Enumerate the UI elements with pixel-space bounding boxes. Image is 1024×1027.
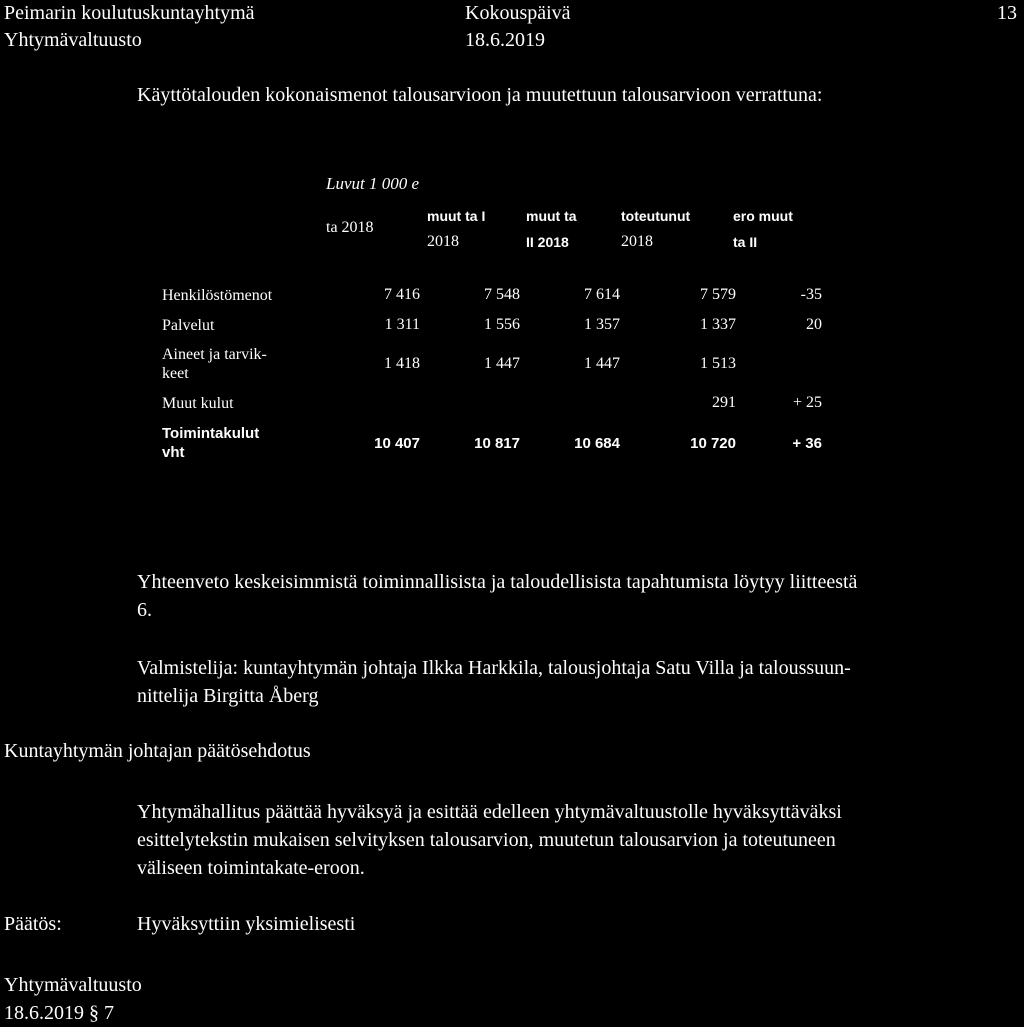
cell-value: 1 357 [584,316,620,333]
cell-value: 7 614 [584,286,620,303]
cell-value: 1 447 [584,355,620,372]
row-label: Aineet ja tarvik- keet [162,346,267,382]
row-label: Toimintakulut vht [162,425,260,461]
cell-value [736,340,822,388]
col-header-muut-ta-i: muut ta I 2018 [427,208,486,250]
expense-table [162,280,822,468]
cell-value: + 36 [792,434,822,452]
col-header-muut-ta-ii: muut ta II 2018 [526,208,577,250]
preparer-text: Valmistelija: kuntayhtymän johtaja Ilkka Harkkila, talousjohtaja Satu Villa ja taloussuun- nittelija Birgitta Åberg [137,657,851,707]
table-unit: Luvut 1 000 e [326,174,420,193]
proposal-heading: Kuntayhtymän johtajan päätösehdotus [4,740,311,762]
cell-value: 10 684 [574,434,620,452]
cell-value [420,388,520,418]
cell-value: 10 817 [474,434,520,452]
footer-reference: Yhtymävaltuusto 18.6.2019 § 7 [4,974,142,1024]
cell-value: + 25 [792,394,822,411]
cell-value: 7 579 [700,286,736,303]
org-name: Peimarin koulutuskuntayhtymä [4,2,255,24]
cell-value: 1 556 [484,316,520,333]
cell-value: 7 416 [384,286,420,303]
row-label: Henkilöstömenot [162,286,273,304]
summary-text: Yhteenveto keskeisimmistä toiminnallisista ja taloudellisista tapahtumista löytyy liitteestä 6. [137,571,858,621]
col-header-toteutunut: toteutunut 2018 [621,208,691,250]
cell-value: 20 [806,316,822,333]
meeting-label: Kokouspäivä [465,2,571,24]
cell-value: -35 [800,286,822,303]
col-header-ero: ero muut ta II [733,208,793,250]
cell-value: 1 337 [700,316,736,333]
cell-value: 1 513 [700,355,736,372]
decision-label: Päätös: [4,913,62,935]
intro-text: Käyttötalouden kokonaismenot talousarvioon ja muutettuun talousarvioon verrattuna: [137,84,823,106]
decision-text: Hyväksyttiin yksimielisesti [137,913,356,935]
cell-value: 10 720 [690,434,736,452]
col-header-ta2018: ta 2018 [326,219,374,236]
cell-value: 1 311 [384,316,420,333]
cell-value: 291 [712,394,736,411]
table-row [162,388,822,418]
table-row [162,340,822,388]
cell-value: 1 447 [484,355,520,372]
row-label: Muut kulut [162,394,234,412]
meeting-date: 18.6.2019 [465,29,545,51]
row-label: Palvelut [162,316,215,334]
cell-value: 7 548 [484,286,520,303]
cell-value: 1 418 [384,355,420,372]
page-number: 13 [997,2,1017,24]
cell-value [330,388,420,418]
table-row [162,418,822,468]
cell-value: 10 407 [374,434,420,452]
cell-value [520,388,620,418]
body-name: Yhtymävaltuusto [4,29,142,51]
table-row [162,280,822,310]
table-row [162,310,822,340]
proposal-text: Yhtymähallitus päättää hyväksyä ja esittää edelleen yhtymävaltuustolle hyväksyttäväksi esittelytekstin mukaisen selvityksen talousarvion, muutetun talousarvion ja toteutuneen väliseen toimintakate-eroon. [137,801,842,879]
